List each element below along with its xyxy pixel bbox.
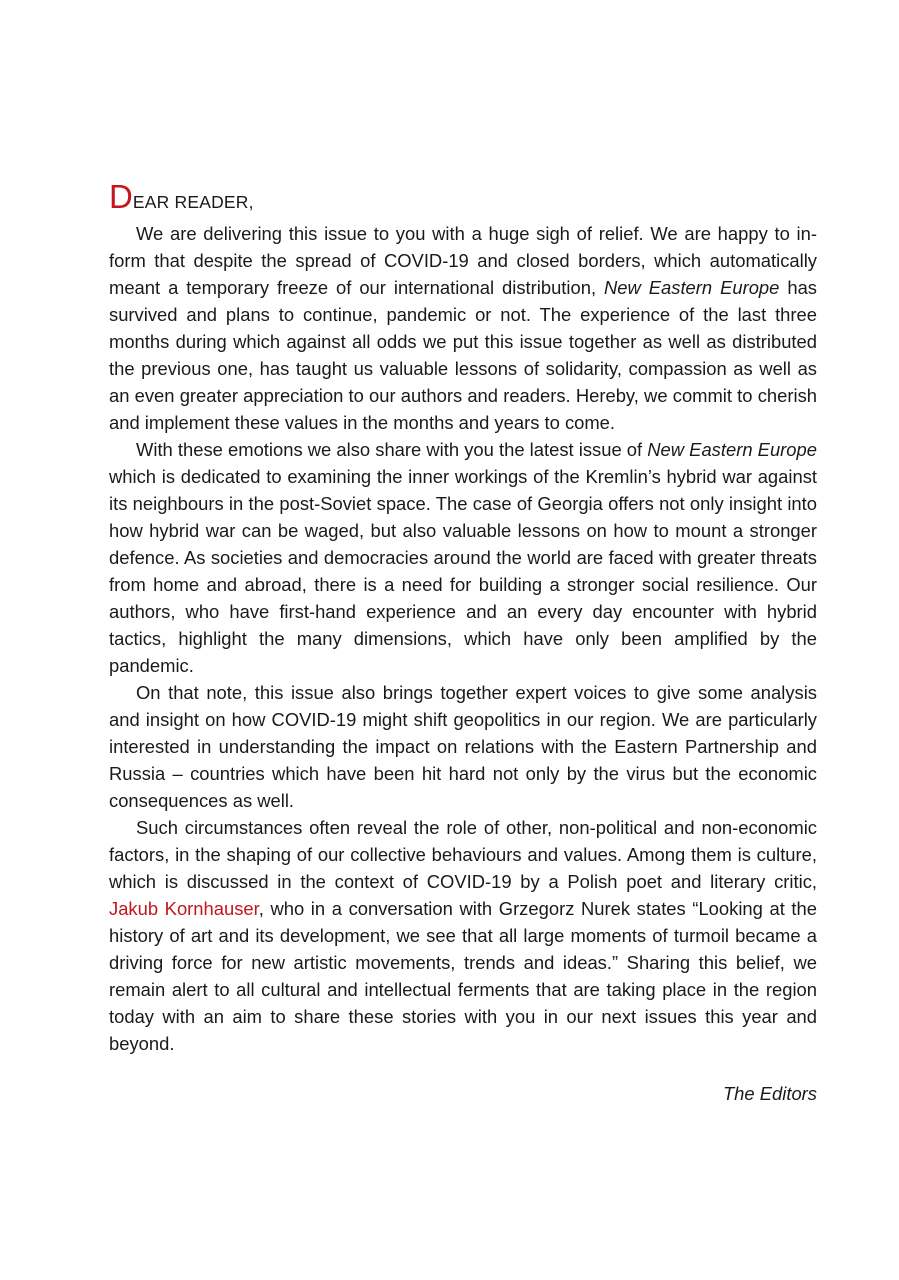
signature: The Editors <box>722 1083 817 1104</box>
paragraph-text: which is dedicated to examining the inner workings of the Kremlin’s hybrid war against its neighbours in the post-Soviet space. The case of Georgia offers not only insight into how hybrid war can be waged, but also valuable lessons on how to mount a stronger defence. As societies and democracies around the world are faced with greater threats from home and abroad, there is a need for building a stronger social resilience. Our authors, who have first-hand experience and an every day encounter with hybrid tactics, highlight the many dimensions, which have only been amplified by the pandemic. <box>109 466 817 676</box>
paragraph-text: Such circumstances often reveal the role of other, non-political and non-economic factors, in the shaping of our collective behaviours and values. Among them is culture, which is discussed in the context of COVID-19 by a Polish poet and literary critic, <box>109 817 817 892</box>
magazine-title: New Eastern Europe <box>604 277 780 298</box>
paragraph-2 <box>109 436 817 679</box>
paragraph-text: has survived and plans to continue, pandemic or not. The experience of the last three months during which against all odds we put this issue together as well as distributed the previous one, has taught us valuable lessons of solidarity, compassion as well as an even greater appreciation to our authors and readers. Hereby, we commit to cherish and implement these values in the months and years to come. <box>109 277 817 433</box>
paragraph-1 <box>109 220 817 436</box>
letter-heading <box>109 178 817 220</box>
paragraph-text: We are delivering this issue to you with a huge sigh of relief. We are happy to inform that despite the spread of COVID-19 and closed borders, which automatically meant a temporary freeze of our international distribution, <box>109 223 817 298</box>
paragraph-text: , who in a conversation with Grzegorz Nurek states “Looking at the history of art and its development, we see that all large moments of turmoil became a driving force for new artistic movements, trends and ideas.” Sharing this belief, we remain alert to all cultural and intellectual ferments that are taking place in the region today with an aim to share these stories with you in our next issues this year and beyond. <box>109 898 817 1054</box>
paragraph-text: On that note, this issue also brings together expert voices to give some analysis and insight on how COVID-19 might shift geopolitics in our region. We are particularly interested in understanding the impact on relations with the Eastern Partnership and Russia – countries which have been hit hard not only by the virus but the economic consequences as well. <box>109 682 817 811</box>
magazine-title: New Eastern Europe <box>647 439 817 460</box>
paragraph-3 <box>109 679 817 814</box>
paragraph-text: With these emotions we also share with you the latest issue of <box>136 439 648 460</box>
heading-text: EAR READER, <box>132 192 254 212</box>
author-link-jakub-kornhauser[interactable]: Jakub Kornhauser <box>109 898 259 919</box>
drop-cap-initial: D <box>109 178 133 215</box>
editorial-letter <box>109 178 817 1107</box>
paragraph-4 <box>109 814 817 1057</box>
